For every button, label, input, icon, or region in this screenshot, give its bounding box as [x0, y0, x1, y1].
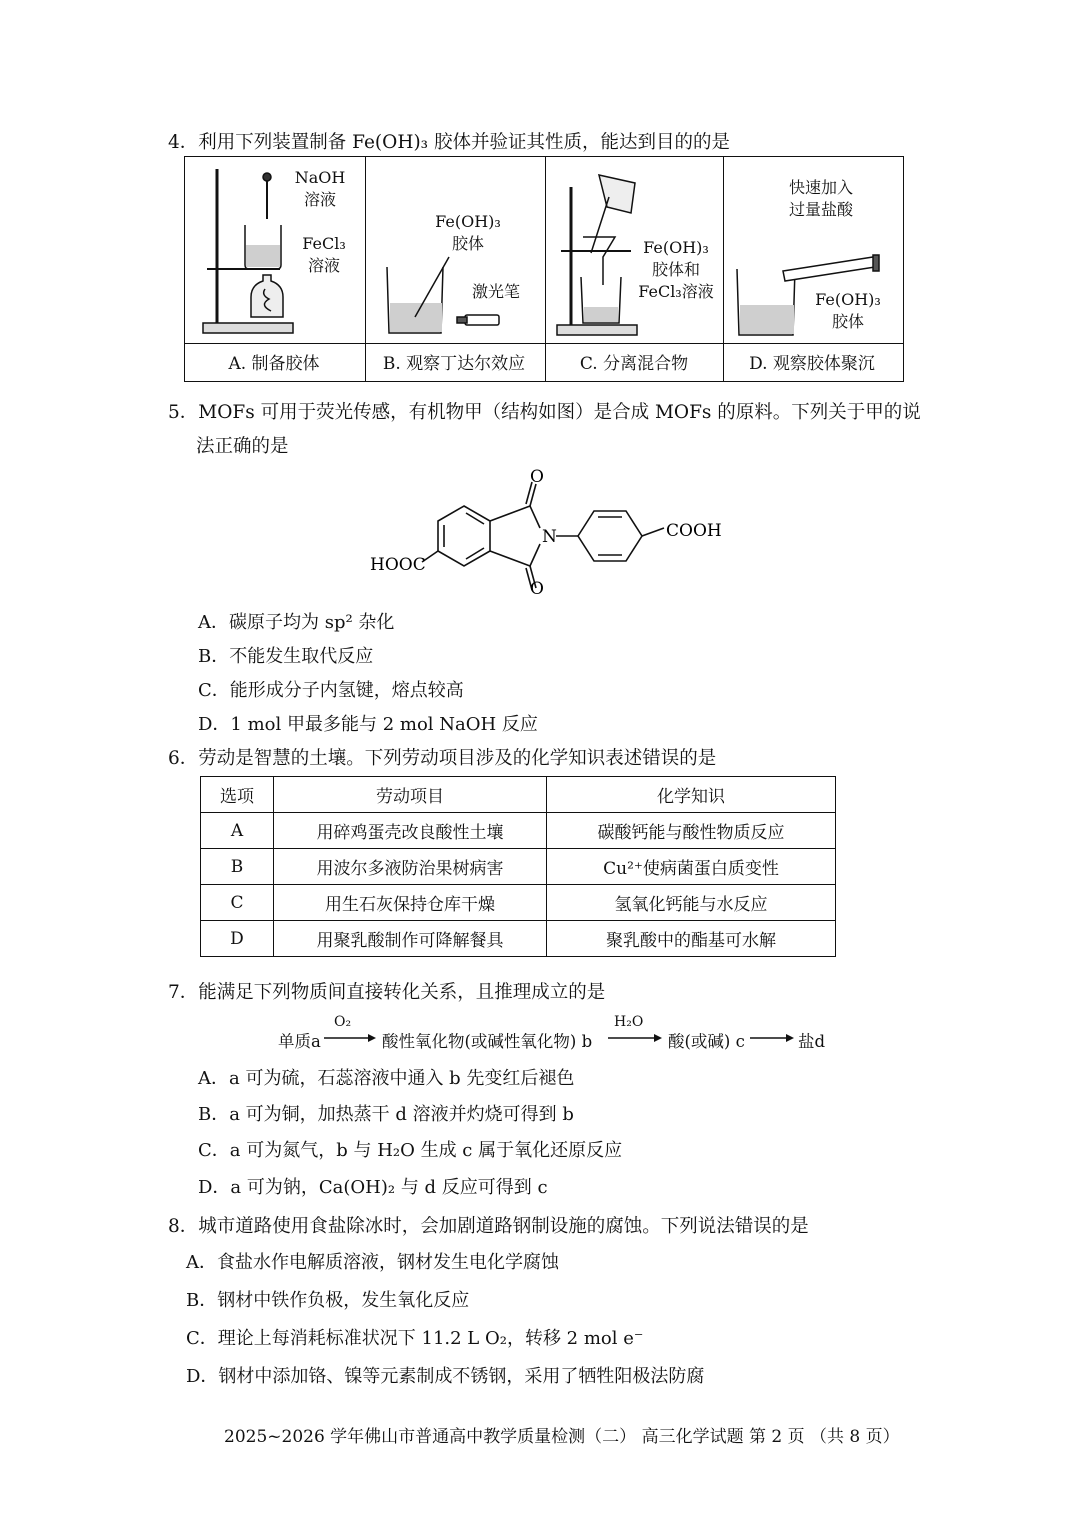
header-option: 选项: [201, 777, 274, 813]
q6-table: [200, 776, 836, 957]
q8-stem: 8．城市道路使用食盐除冰时，会加剧道路钢制设施的腐蚀。下列说法错误的是: [168, 1216, 809, 1237]
q7-option-a: A．a 可为硫，石蕊溶液中通入 b 先变红后褪色: [198, 1068, 575, 1089]
scheme-arrow2-label: H₂O: [614, 1014, 644, 1030]
q5-stem-line2: 法正确的是: [196, 436, 289, 457]
q7-option-d: D．a 可为钠，Ca(OH)₂ 与 d 反应可得到 c: [198, 1177, 548, 1198]
panel-c-mixture-label: Fe(OH)₃ 胶体和 FeCl₃溶液: [638, 238, 714, 301]
scheme-d: 盐d: [798, 1032, 826, 1051]
arrow-icon: [750, 1032, 796, 1044]
panel-b-colloid-label: Fe(OH)₃ 胶体: [435, 212, 501, 253]
q4-stem: 4．利用下列装置制备 Fe(OH)₃ 胶体并验证其性质，能达到目的的是: [168, 132, 730, 153]
header-labor-item: 劳动项目: [274, 777, 547, 813]
table-cell: 用聚乳酸制作可降解餐具: [274, 921, 547, 957]
table-cell: 用生石灰保持仓库干燥: [274, 885, 547, 921]
q6-stem: 6．劳动是智慧的土壤。下列劳动项目涉及的化学知识表述错误的是: [168, 748, 717, 769]
q5-option-d: D．1 mol 甲最多能与 2 mol NaOH 反应: [198, 714, 538, 735]
option-b-caption: B. 观察丁达尔效应: [382, 354, 526, 374]
scheme-a: 单质a: [278, 1032, 321, 1051]
table-row: [201, 849, 836, 885]
table-row: [201, 921, 836, 957]
header-chem-knowledge: 化学知识: [547, 777, 836, 813]
table-cell: Cu²⁺使病菌蛋白质变性: [547, 849, 836, 885]
q8-option-c: C．理论上每消耗标准状况下 11.2 L O₂，转移 2 mol e⁻: [186, 1328, 644, 1349]
panel-a-fecl3-label: FeCl₃ 溶液: [302, 234, 346, 275]
table-cell: C: [201, 885, 274, 921]
scheme-c: 酸(或碱) c: [668, 1032, 745, 1051]
q4-apparatus-table: [184, 156, 904, 382]
panel-d-acid-label: 快速加入 过量盐酸: [788, 178, 853, 219]
option-d-caption: D. 观察胶体聚沉: [749, 354, 875, 374]
hooc-left: HOOC: [370, 555, 426, 575]
table-cell: 聚乳酸中的酯基可水解: [547, 921, 836, 957]
table-header-row: [201, 777, 836, 813]
table-cell: 用波尔多液防治果树病害: [274, 849, 547, 885]
q7-option-c: C．a 可为氮气，b 与 H₂O 生成 c 属于氧化还原反应: [198, 1140, 623, 1161]
table-cell: B: [201, 849, 274, 885]
q5-option-c: C．能形成分子内氢键，熔点较高: [198, 680, 464, 701]
carbonyl-o-bottom: O: [530, 579, 544, 598]
molecule-structure: [360, 466, 740, 598]
carbonyl-o-top: O: [530, 467, 544, 487]
option-a-caption: A. 制备胶体: [228, 354, 320, 374]
arrow-icon: [324, 1032, 378, 1044]
q8-option-a: A．食盐水作电解质溶液，钢材发生电化学腐蚀: [186, 1252, 559, 1273]
q5-option-b: B．不能发生取代反应: [198, 646, 374, 667]
table-cell: A: [201, 813, 274, 849]
panel-b-laser-pointer-label: 激光笔: [471, 282, 520, 301]
page-footer: 2025~2026 学年佛山市普通高中教学质量检测（二） 高三化学试题 第 2 页 （共 8 页）: [224, 1427, 900, 1447]
table-cell: 氢氧化钙能与水反应: [547, 885, 836, 921]
cooh-right: COOH: [666, 521, 722, 541]
scheme-b: 酸性氧化物(或碱性氧化物) b: [382, 1032, 593, 1051]
table-cell: 用碎鸡蛋壳改良酸性土壤: [274, 813, 547, 849]
option-c-caption: C. 分离混合物: [579, 354, 689, 374]
q7-conversion-scheme: [278, 1014, 838, 1058]
table-row: [201, 885, 836, 921]
table-row: [201, 813, 836, 849]
q8-option-b: B．钢材中铁作负极，发生氧化反应: [186, 1290, 470, 1311]
nitrogen-atom: N: [542, 527, 557, 547]
panel-d-colloid-label: Fe(OH)₃ 胶体: [815, 290, 881, 331]
table-cell: D: [201, 921, 274, 957]
q7-option-b: B．a 可为铜，加热蒸干 d 溶液并灼烧可得到 b: [198, 1104, 574, 1125]
table-cell: 碳酸钙能与酸性物质反应: [547, 813, 836, 849]
panel-a-naoh-label: NaOH 溶液: [294, 168, 346, 209]
q8-option-d: D．钢材中添加铬、镍等元素制成不锈钢，采用了牺牲阳极法防腐: [186, 1366, 705, 1387]
arrow-icon: [608, 1032, 664, 1044]
q5-stem-line1: 5．MOFs 可用于荧光传感，有机物甲（结构如图）是合成 MOFs 的原料。下列关于甲的说: [168, 402, 921, 423]
q5-option-a: A．碳原子均为 sp² 杂化: [198, 612, 395, 633]
q7-stem: 7．能满足下列物质间直接转化关系，且推理成立的是: [168, 982, 606, 1003]
scheme-arrow1-label: O₂: [334, 1014, 352, 1030]
